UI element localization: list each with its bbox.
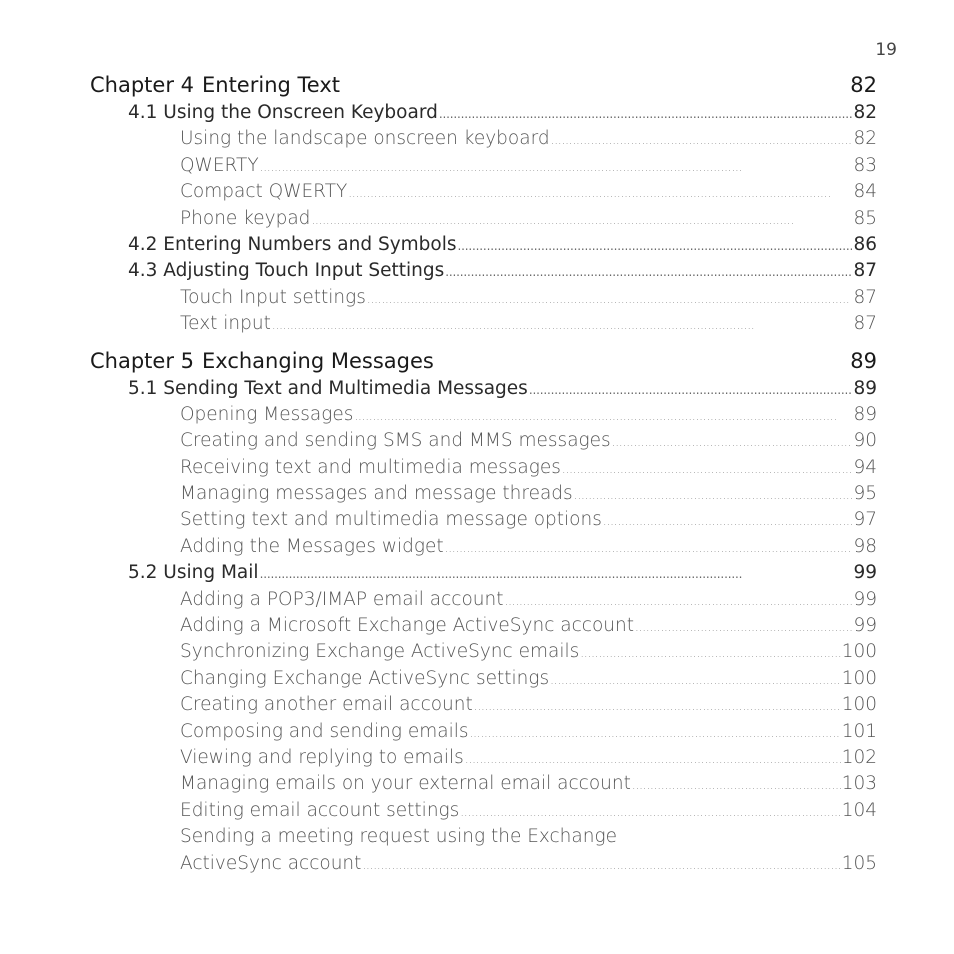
entry-page: 100	[841, 667, 877, 689]
dot-leader	[562, 456, 853, 482]
chapter-label: Chapter 5	[90, 348, 194, 373]
entry-title: Managing emails on your external email account	[180, 773, 631, 795]
entry-page: 85	[853, 207, 877, 229]
entry-title: Text input	[180, 313, 271, 335]
entry-page: 87	[853, 260, 877, 282]
toc-subsection-entry[interactable]	[90, 745, 877, 771]
chapter-title: Exchanging Messages	[202, 348, 434, 373]
toc-subsection-entry[interactable]	[90, 455, 877, 481]
entry-page: 84	[853, 181, 877, 203]
dot-leader	[260, 561, 853, 587]
dot-leader	[362, 852, 840, 878]
entry-title: Receiving text and multimedia messages	[180, 456, 561, 478]
toc-section-entry[interactable]	[90, 376, 877, 402]
entry-title: Opening Messages	[180, 403, 354, 425]
toc-subsection-entry[interactable]	[90, 613, 877, 639]
dot-leader	[439, 101, 853, 127]
entry-title: Sending a meeting request using the Exchange	[180, 826, 617, 848]
toc-subsection-entry[interactable]	[90, 639, 877, 665]
entry-title: Composing and sending emails	[180, 720, 469, 742]
entry-page: 104	[841, 799, 877, 821]
entry-title: Viewing and replying to emails	[180, 746, 464, 768]
entry-title: Using the landscape onscreen keyboard	[180, 128, 550, 150]
dot-leader	[260, 154, 853, 180]
entry-page: 105	[841, 852, 877, 874]
toc-subsection-entry[interactable]	[90, 719, 877, 745]
entry-page: 99	[853, 615, 877, 637]
toc-subsection-entry[interactable]	[90, 666, 877, 692]
toc-subsection-entry[interactable]	[90, 692, 877, 718]
entry-page: 99	[853, 562, 877, 584]
entry-title: 4.2 Entering Numbers and Symbols	[128, 233, 457, 255]
chapter-page: 89	[850, 348, 877, 373]
chapter-heading[interactable]	[90, 70, 877, 100]
toc-subsection-entry[interactable]	[90, 126, 877, 152]
dot-leader	[603, 508, 853, 534]
toc-subsection-entry[interactable]	[90, 179, 877, 205]
entry-title: Phone keypad	[180, 207, 311, 229]
chapter-title: Entering Text	[202, 73, 340, 97]
toc-subsection-entry[interactable]	[90, 481, 877, 507]
entry-page: 101	[841, 720, 877, 742]
entry-title: 5.2 Using Mail	[128, 562, 259, 584]
dot-leader	[445, 535, 853, 561]
table-of-contents	[90, 70, 877, 877]
entry-page: 100	[841, 641, 877, 663]
entry-page: 82	[853, 128, 877, 150]
dot-leader	[580, 640, 840, 666]
toc-subsection-entry[interactable]	[90, 771, 877, 797]
entry-title: 5.1 Sending Text and Multimedia Messages	[128, 377, 528, 399]
toc-subsection-entry[interactable]	[90, 587, 877, 613]
dot-leader	[504, 588, 852, 614]
toc-subsection-entry[interactable]	[90, 285, 877, 311]
dot-leader	[272, 312, 853, 338]
toc-subsection-entry[interactable]	[90, 534, 877, 560]
entry-title: Setting text and multimedia message options	[180, 509, 602, 531]
entry-title: Touch Input settings	[180, 286, 366, 308]
page-number: 19	[875, 40, 897, 60]
toc-subsection-entry[interactable]	[90, 153, 877, 179]
entry-page: 89	[853, 377, 877, 399]
chapter-heading[interactable]	[90, 346, 877, 376]
dot-leader	[632, 772, 841, 798]
entry-page: 90	[853, 430, 877, 452]
dot-leader	[445, 259, 852, 285]
entry-page: 82	[853, 102, 877, 123]
entry-title: Adding a POP3/IMAP email account	[180, 588, 504, 610]
entry-title: Adding the Messages widget	[180, 535, 444, 557]
entry-page: 103	[841, 773, 877, 795]
entry-title: 4.3 Adjusting Touch Input Settings	[128, 260, 445, 282]
entry-page: 95	[853, 483, 877, 505]
toc-subsection-entry[interactable]	[90, 428, 877, 454]
toc-section-entry[interactable]	[90, 232, 877, 258]
entry-page: 87	[853, 313, 877, 335]
toc-subsection-entry[interactable]	[90, 851, 877, 877]
entry-page: 102	[841, 746, 877, 768]
dot-leader	[612, 429, 853, 455]
entry-title: Creating and sending SMS and MMS messages	[180, 430, 611, 452]
dot-leader	[550, 667, 841, 693]
dot-leader	[311, 207, 852, 233]
entry-title: Creating another email account	[180, 694, 473, 716]
entry-title: Managing messages and message threads	[180, 483, 573, 505]
entry-title: ActiveSync account	[180, 852, 362, 874]
toc-subsection-entry[interactable]	[90, 311, 877, 337]
dot-leader	[465, 746, 841, 772]
entry-title: Synchronizing Exchange ActiveSync emails	[180, 641, 580, 663]
toc-section-entry[interactable]	[90, 560, 877, 586]
chapter-label: Chapter 4	[90, 73, 194, 97]
entry-page: 99	[853, 588, 877, 610]
entry-page: 89	[853, 403, 877, 425]
entry-page: 97	[853, 509, 877, 531]
toc-subsection-entry[interactable]	[90, 206, 877, 232]
dot-leader	[551, 127, 853, 153]
entry-title: Editing email account settings	[180, 799, 460, 821]
toc-subsection-entry[interactable]	[90, 798, 877, 824]
toc-subsection-entry[interactable]	[90, 507, 877, 533]
entry-title: Changing Exchange ActiveSync settings	[180, 667, 550, 689]
entry-page: 86	[853, 233, 877, 255]
dot-leader	[474, 693, 841, 719]
entry-title: Compact QWERTY	[180, 181, 348, 203]
entry-page: 94	[853, 456, 877, 478]
dot-leader	[460, 799, 840, 825]
entry-page: 83	[853, 154, 877, 176]
dot-leader	[469, 720, 840, 746]
entry-page: 100	[841, 694, 877, 716]
dot-leader	[367, 286, 853, 312]
entry-page: 87	[853, 286, 877, 308]
dot-leader	[635, 614, 852, 640]
toc-section-entry[interactable]	[90, 258, 877, 284]
entry-title: 4.1 Using the Onscreen Keyboard	[128, 102, 438, 123]
toc-subsection-entry[interactable]	[90, 402, 877, 428]
toc-subsection-entry[interactable]	[90, 824, 877, 850]
dot-leader	[458, 233, 853, 259]
entry-page: 98	[853, 535, 877, 557]
chapter-page: 82	[850, 73, 877, 97]
dot-leader	[348, 180, 852, 206]
toc-section-entry[interactable]	[90, 100, 877, 126]
entry-title: Adding a Microsoft Exchange ActiveSync account	[180, 615, 634, 637]
dot-leader	[574, 482, 853, 508]
dot-leader	[354, 403, 852, 429]
dot-leader	[529, 377, 853, 403]
entry-title: QWERTY	[180, 154, 259, 176]
